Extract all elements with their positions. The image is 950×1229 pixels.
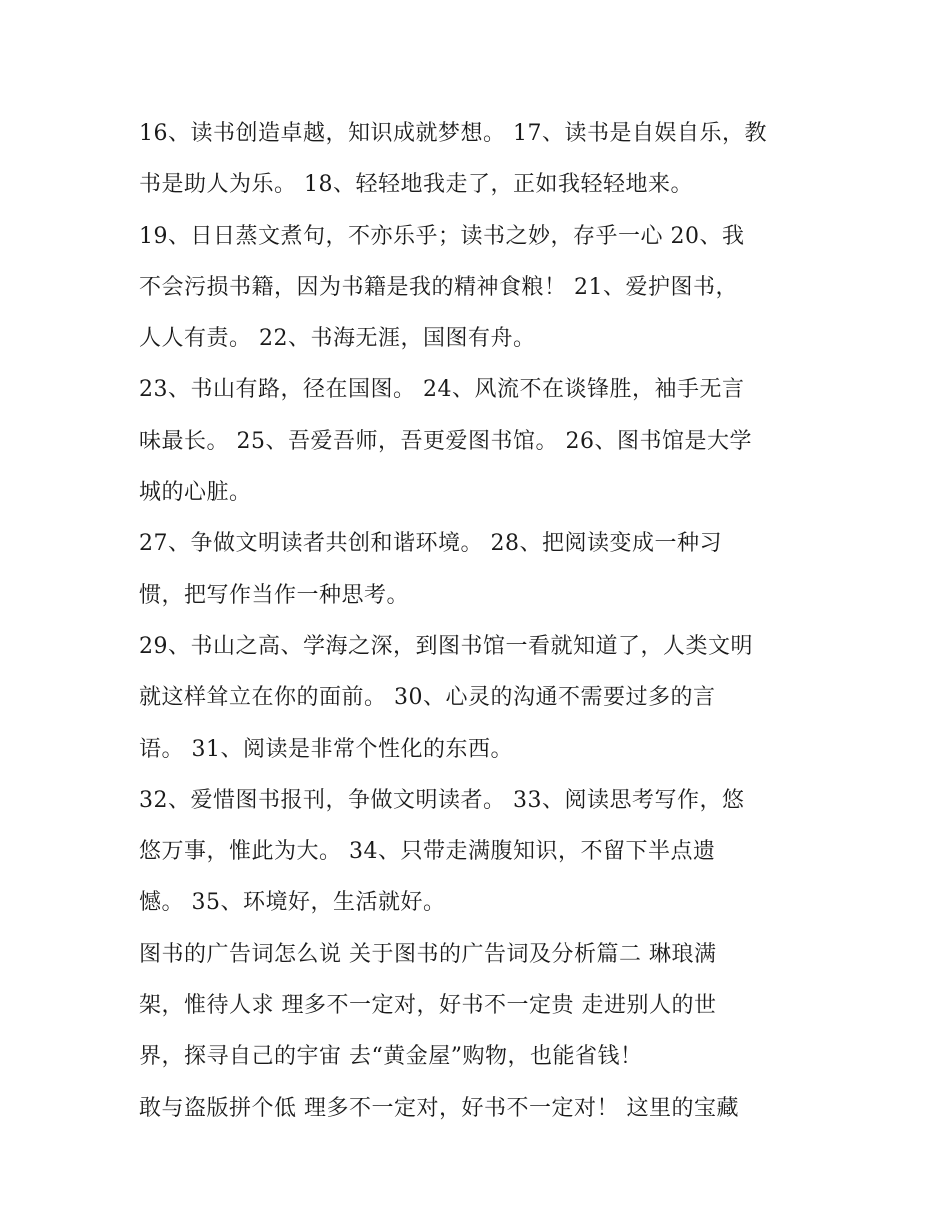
text-line: 19、日日蒸文煮句，不亦乐乎；读书之妙，存乎一心 20、我 bbox=[139, 223, 745, 249]
text-line: 界，探寻自己的宇宙 去“黄金屋”购物，也能省钱！ bbox=[139, 1044, 643, 1070]
text-line: 憾。 35、环境好，生活就好。 bbox=[139, 890, 446, 916]
text-line: 书是助人为乐。 18、轻轻地我走了，正如我轻轻地来。 bbox=[139, 172, 693, 198]
text-line: 16、读书创造卓越，知识成就梦想。 17、读书是自娱自乐，教 bbox=[139, 121, 767, 146]
text-line: 敢与盗版拼个低 理多不一定对，好书不一定对！ 这里的宝藏 bbox=[139, 1095, 739, 1121]
text-line: 味最长。 25、吾爱吾师，吾更爱图书馆。 26、图书馆是大学 bbox=[139, 428, 752, 454]
text-line: 惯，把写作当作一种思考。 bbox=[139, 582, 410, 608]
text-line: 32、爱惜图书报刊，争做文明读者。 33、阅读思考写作，悠 bbox=[139, 787, 745, 813]
text-line: 23、书山有路，径在国图。 24、风流不在谈锋胜，袖手无言 bbox=[139, 377, 745, 403]
text-line: 城的心脏。 bbox=[139, 480, 252, 506]
text-line: 悠万事，惟此为大。 34、只带走满腹知识，不留下半点遗 bbox=[139, 839, 716, 865]
text-line: 架，惟待人求 理多不一定对，好书不一定贵 走进别人的世 bbox=[139, 993, 717, 1019]
text-line: 29、书山之高、学海之深，到图书馆一看就知道了，人类文明 bbox=[139, 633, 753, 659]
body-text bbox=[139, 108, 819, 1134]
text-line: 语。 31、阅读是非常个性化的东西。 bbox=[139, 736, 513, 762]
text-line: 就这样耸立在你的面前。 30、心灵的沟通不需要过多的言 bbox=[139, 685, 716, 711]
text-line: 人人有责。 22、书海无涯，国图有舟。 bbox=[139, 326, 536, 352]
text-line: 不会污损书籍，因为书籍是我的精神食粮！ 21、爱护图书， bbox=[139, 274, 738, 300]
text-line: 图书的广告词怎么说 关于图书的广告词及分析篇二 琳琅满 bbox=[139, 941, 717, 967]
text-line: 27、争做文明读者共创和谐环境。 28、把阅读变成一种习 bbox=[139, 531, 722, 557]
